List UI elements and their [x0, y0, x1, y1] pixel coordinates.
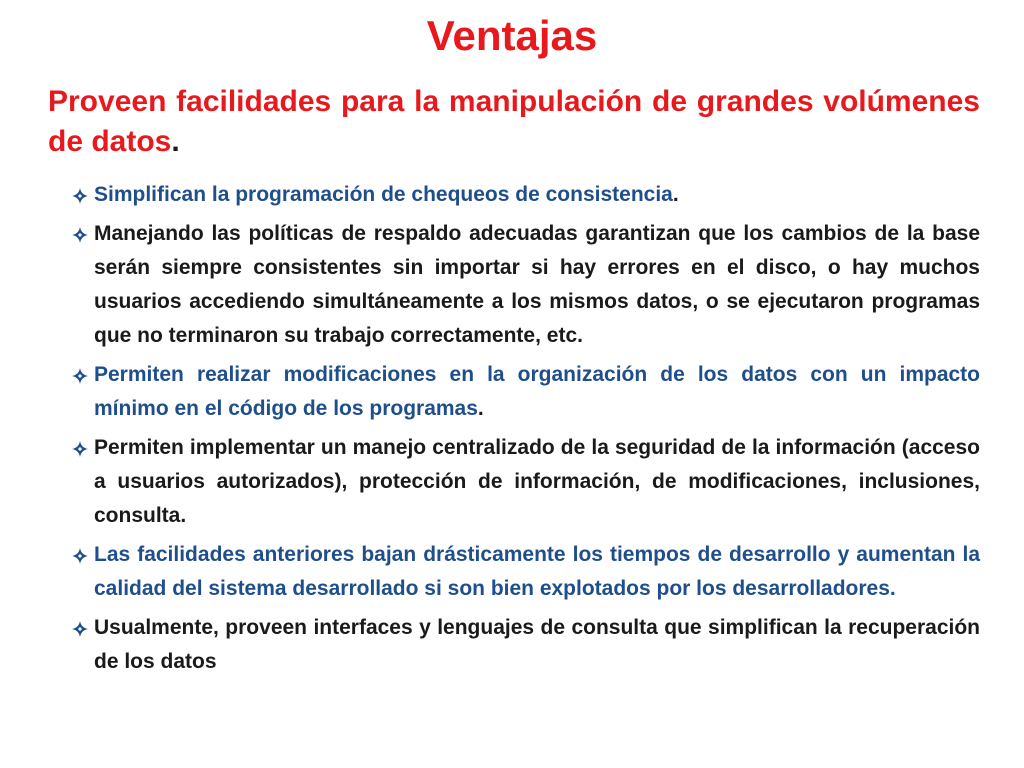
bullet-item	[72, 217, 980, 353]
slide-subtitle	[48, 82, 980, 162]
bullet-item	[72, 431, 980, 533]
diamond-bullet-icon	[72, 188, 88, 204]
bullet-text: Permiten implementar un manejo centralizado de la seguridad de la información (acceso a usuarios autorizados), protección de información, de modificaciones, inclusiones, consulta.	[94, 436, 980, 527]
bullet-item	[72, 178, 980, 212]
slide-title: Ventajas	[426, 12, 598, 59]
bullet-text: Manejando las políticas de respaldo adecuadas garantizan que los cambios de la base serán siempre consistentes sin importar si hay errores en el disco, o hay muchos usuarios accediendo simultáneamente a los mismos datos, o se ejecutaron programas que no terminaron su trabajo correctamente, etc.	[94, 222, 980, 347]
bullet-text: Simplifican la programación de chequeos de consistencia	[94, 183, 673, 206]
bullet-period: .	[477, 397, 484, 420]
bullet-period: .	[672, 183, 679, 206]
bullet-list	[72, 178, 980, 684]
bullet-text: Usualmente, proveen interfaces y lenguajes de consulta que simplifican la recuperación de los datos	[94, 616, 980, 673]
bullet-text: Permiten realizar modificaciones en la organización de los datos con un impacto mínimo en el código de los programas	[94, 363, 980, 420]
diamond-bullet-icon	[72, 441, 88, 457]
diamond-bullet-icon	[72, 548, 88, 564]
diamond-bullet-icon	[72, 621, 88, 637]
subtitle-period: .	[171, 125, 180, 158]
bullet-text: Las facilidades anteriores bajan drásticamente los tiempos de desarrollo y aumentan la calidad del sistema desarrollado si son bien explotados por los desarrolladores.	[94, 543, 980, 600]
bullet-item	[72, 538, 980, 606]
bullet-item	[72, 358, 980, 426]
subtitle-text: Proveen facilidades para la manipulación de grandes volúmenes de datos	[48, 85, 980, 158]
diamond-bullet-icon	[72, 227, 88, 243]
diamond-bullet-icon	[72, 368, 88, 384]
bullet-item	[72, 611, 980, 679]
